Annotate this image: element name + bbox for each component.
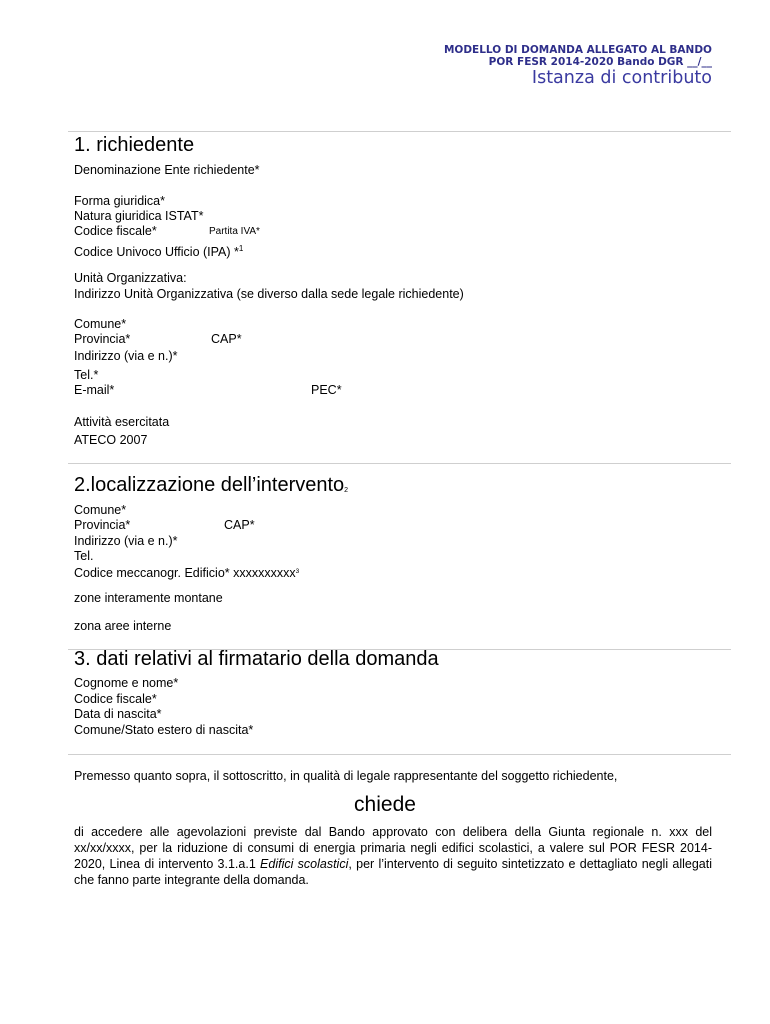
provincia-label: Provincia* (74, 332, 131, 346)
section-divider (68, 754, 731, 755)
provincia-label: Provincia* (74, 518, 131, 532)
indirizzo-label: Indirizzo (via e n.)* (74, 349, 178, 363)
cap-label: CAP* (211, 332, 242, 346)
forma-giuridica-label: Forma giuridica* (74, 194, 166, 208)
footnote-ref-3: 3 (295, 568, 300, 575)
request-text-italic: Edifici scolastici (260, 857, 349, 871)
indirizzo-unita-label: Indirizzo Unità Organizzativa (se diverso dalla sede legale richiedente) (74, 287, 464, 301)
comune-nascita-label: Comune/Stato estero di nascita* (74, 723, 254, 737)
pec-label: PEC* (311, 383, 342, 397)
data-nascita-label: Data di nascita* (74, 707, 162, 721)
premesso-text: Premesso quanto sopra, il sottoscritto, in qualità di legale rappresentante del soggetto richiedente, (74, 769, 618, 783)
codice-meccanografico-text: Codice meccanogr. Edificio* xxxxxxxxxx (74, 566, 296, 580)
unita-organizzativa-label: Unità Organizzativa: (74, 271, 187, 285)
section-1-title: 1. richiedente (74, 134, 195, 156)
tel-label: Tel. (74, 549, 94, 563)
request-text-end: , per l’intervento di seguito sintetizzato e dettagliato negli allegati che fanno parte integrante della domanda. (74, 857, 712, 887)
partita-iva-label: Partita IVA* (209, 226, 260, 237)
attivita-label: Attività esercitata (74, 415, 170, 429)
request-paragraph (74, 824, 712, 888)
aree-interne-label: zona aree interne (74, 619, 172, 633)
cap-label: CAP* (224, 518, 255, 532)
section-3-title: 3. dati relativi al firmatario della domanda (74, 648, 439, 670)
ateco-label: ATECO 2007 (74, 433, 148, 447)
footnote-ref-2: 2 (344, 487, 349, 494)
zone-montane-label: zone interamente montane (74, 591, 223, 605)
request-text-start: di accedere alle agevolazioni previste dal Bando approvato con delibera della Giunta regionale n. xxx del xx/xx/xxxx, per la riduzione di consumi di energia primaria negli edifici scolastici, a valere sul POR FESR 2014-2020, Linea di intervento 3.1.a.1 (74, 825, 712, 871)
section-divider (68, 131, 731, 132)
codice-univoco-label (74, 241, 243, 260)
cognome-nome-label: Cognome e nome* (74, 676, 179, 690)
codice-fiscale-label: Codice fiscale* (74, 692, 157, 706)
chiede-heading: chiede (354, 793, 416, 816)
section-divider (68, 463, 731, 464)
header-line-1: MODELLO DI DOMANDA ALLEGATO AL BANDO (443, 44, 712, 56)
section-2-title-text: 2.localizzazione dell’intervento (74, 474, 345, 496)
natura-giuridica-label: Natura giuridica ISTAT* (74, 209, 204, 223)
footnote-ref-1: 1 (238, 244, 244, 253)
email-label: E-mail* (74, 383, 115, 397)
section-2-title (74, 473, 348, 503)
tel-label: Tel.* (74, 368, 99, 382)
header-title: Istanza di contributo (531, 68, 712, 88)
header-line-2: POR FESR 2014-2020 Bando DGR __/__ (488, 56, 712, 68)
comune-label: Comune* (74, 503, 127, 517)
indirizzo-label: Indirizzo (via e n.)* (74, 534, 178, 548)
comune-label: Comune* (74, 317, 127, 331)
denominazione-label: Denominazione Ente richiedente* (74, 163, 260, 177)
codice-univoco-text: Codice Univoco Ufficio (IPA) * (74, 245, 239, 259)
codice-fiscale-label: Codice fiscale* (74, 224, 157, 238)
codice-meccanografico-label (74, 564, 299, 581)
